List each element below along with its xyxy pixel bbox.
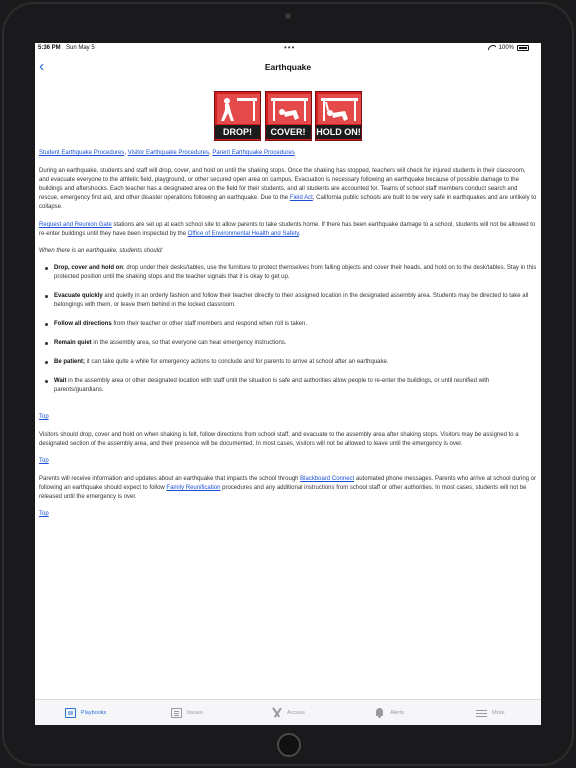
list-item xyxy=(54,292,537,310)
step-heading: Remain quiet xyxy=(54,340,92,346)
front-camera xyxy=(285,13,291,19)
home-button[interactable] xyxy=(277,733,301,757)
step-text: in the assembly area, so that everyone can hear emergency instructions. xyxy=(91,340,287,346)
intro-paragraph xyxy=(39,167,537,212)
multitasking-dots-icon[interactable]: ••• xyxy=(284,43,296,52)
visitors-paragraph: Visitors should drop, cover and hold on when shaking is felt, follow directions from school staff, and evacuate to the assembly area after shaking stops. Visitors may be assigned to a designated section of the assembly area, and their presence will be documented. In most cases, visitors will not be allowed to leave until the emergency is over. xyxy=(39,432,519,447)
banner-label-hold-on: HOLD ON! xyxy=(316,127,361,137)
list-item xyxy=(54,358,537,367)
step-text: from their teacher or other staff members and respond when roll is taken. xyxy=(111,321,308,327)
step-heading: Evacuate quickly xyxy=(54,293,103,299)
list-item xyxy=(54,320,537,329)
drop-cover-hold-banner xyxy=(214,91,362,141)
parents-paragraph xyxy=(39,475,537,502)
step-text: in the assembly area or other designated location with staff until the situation is safe and authorities allow people to re-enter the buildings, or until reunified with parents/guardians. xyxy=(54,378,490,393)
status-time: 5:36 PM xyxy=(38,45,61,51)
tab-label: Alerts xyxy=(390,709,405,716)
step-text: it can take quite a while for emergency actions to conclude and for parents to arrive at school after an earthquake. xyxy=(85,359,389,365)
banner-label-cover: COVER! xyxy=(266,125,311,139)
tab-access[interactable] xyxy=(237,700,338,725)
banner-panel-cover xyxy=(265,91,312,141)
playbooks-icon xyxy=(65,708,76,718)
tab-bar xyxy=(35,699,541,725)
environmental-health-link[interactable]: Office of Environmental Health and Safety xyxy=(187,231,299,237)
reunion-paragraph xyxy=(39,221,537,239)
step-text: : drop under their desks/tables, use the furniture to protect themselves from falling objects and cover their heads, and hold on to the desk/tables. Stay in this protected position until the shaking stops and the teacher signals that it is okay to get up. xyxy=(54,265,537,280)
page-title: Earthquake xyxy=(264,62,312,72)
student-steps-list xyxy=(39,264,537,395)
alerts-icon xyxy=(374,708,385,718)
reunion-gate-link[interactable]: Request and Reunion Gate xyxy=(39,222,112,228)
status-indicators xyxy=(488,45,529,51)
parent-procedures-link[interactable]: Parent Earthquake Procedures xyxy=(212,150,295,156)
tab-issues[interactable] xyxy=(136,700,237,725)
step-heading: Wait xyxy=(54,378,67,384)
parents-text-end: procedures and any additional instructions from school staff or other authorities. In most cases, students will not be released until the emergency is over. xyxy=(39,485,527,500)
top-link[interactable]: Top xyxy=(39,511,49,517)
status-bar xyxy=(35,43,541,55)
status-date: Sun May 5 xyxy=(66,45,95,51)
top-link[interactable]: Top xyxy=(39,458,49,464)
battery-icon xyxy=(517,45,529,51)
list-item xyxy=(54,339,537,348)
field-act-link[interactable]: Field Act xyxy=(289,195,313,201)
list-item xyxy=(54,264,537,282)
parents-text: Parents will receive information and updates about an earthquake that impacts the school through xyxy=(39,476,301,482)
banner-label-drop: DROP! xyxy=(215,125,260,139)
reunion-text-end: . xyxy=(298,231,301,237)
chevron-left-icon: ‹ xyxy=(39,58,45,75)
screen xyxy=(35,43,541,725)
parents-text-mid: automated phone messages. Parents who arrive at school during or following an earthquake should expect to follow xyxy=(39,476,536,491)
navigation-bar xyxy=(35,55,541,81)
drop-figure-icon xyxy=(217,94,260,124)
step-heading: Be patient; xyxy=(54,359,86,365)
hold-on-figure-icon xyxy=(318,94,361,124)
visitor-procedures-link[interactable]: Visitor Earthquake Procedures xyxy=(127,150,210,156)
more-icon xyxy=(476,708,487,718)
access-icon xyxy=(271,708,282,718)
issues-icon xyxy=(171,708,182,718)
procedure-links xyxy=(39,149,537,158)
tab-label: More xyxy=(492,709,505,716)
tab-label: Issues xyxy=(186,709,203,716)
student-procedures-link[interactable]: Student Earthquake Procedures xyxy=(39,150,125,156)
intro-text-end: , California public schools are built to be very safe in earthquakes and are unlikely to collapse. xyxy=(39,195,537,210)
list-item xyxy=(54,377,537,395)
cover-figure-icon xyxy=(268,94,311,124)
reunion-text: stations are set up at each school site to allow parents to take students home. If there has been earthquake damage to a school, students will not be allowed to re-enter buildings until they have been inspected by the xyxy=(39,222,536,237)
banner-panel-hold-on xyxy=(315,91,362,141)
tab-playbooks[interactable] xyxy=(35,700,136,725)
link-separator: , xyxy=(209,150,213,156)
blackboard-connect-link[interactable]: Blackboard Connect xyxy=(300,476,355,482)
intro-text: During an earthquake, students and staff will drop, cover, and hold on until the shaking stops. Once the shaking has stopped, teachers will check for injured students in their classroom, and evacuate everyone to the athletic field, playground, or other secured open area on campus. Evacuation is necessary following an earthquake because of possible damage to the buildings and aftershocks. Each teacher has a designated area on the field for their students, and all students are accounted for. Teams of school staff members conduct search and rescue, emergency first aid, and other disaster operations following an earthquake. Due to the xyxy=(39,168,526,201)
top-link[interactable]: Top xyxy=(39,414,49,420)
tab-label: Playbooks xyxy=(80,709,107,716)
tab-label: Access xyxy=(287,709,305,716)
content-scroll-area[interactable] xyxy=(35,81,541,699)
step-heading: Follow all directions xyxy=(54,321,112,327)
tab-alerts[interactable] xyxy=(339,700,440,725)
link-separator: , xyxy=(124,150,128,156)
step-heading: Drop, cover and hold on xyxy=(54,265,124,271)
battery-percent: 100% xyxy=(498,45,514,51)
family-reunification-link[interactable]: Family Reunification xyxy=(166,485,221,491)
tab-more[interactable] xyxy=(440,700,541,725)
wifi-icon xyxy=(488,45,496,51)
students-note: When there is an earthquake, students should: xyxy=(39,248,164,254)
step-text: and quietly in an orderly fashion and follow their teacher directly to their assigned location in the designated assembly area. Students may be directed to take all belongings with them, or leave them behind in the locked classroom. xyxy=(54,293,529,308)
banner-panel-drop xyxy=(214,91,261,141)
